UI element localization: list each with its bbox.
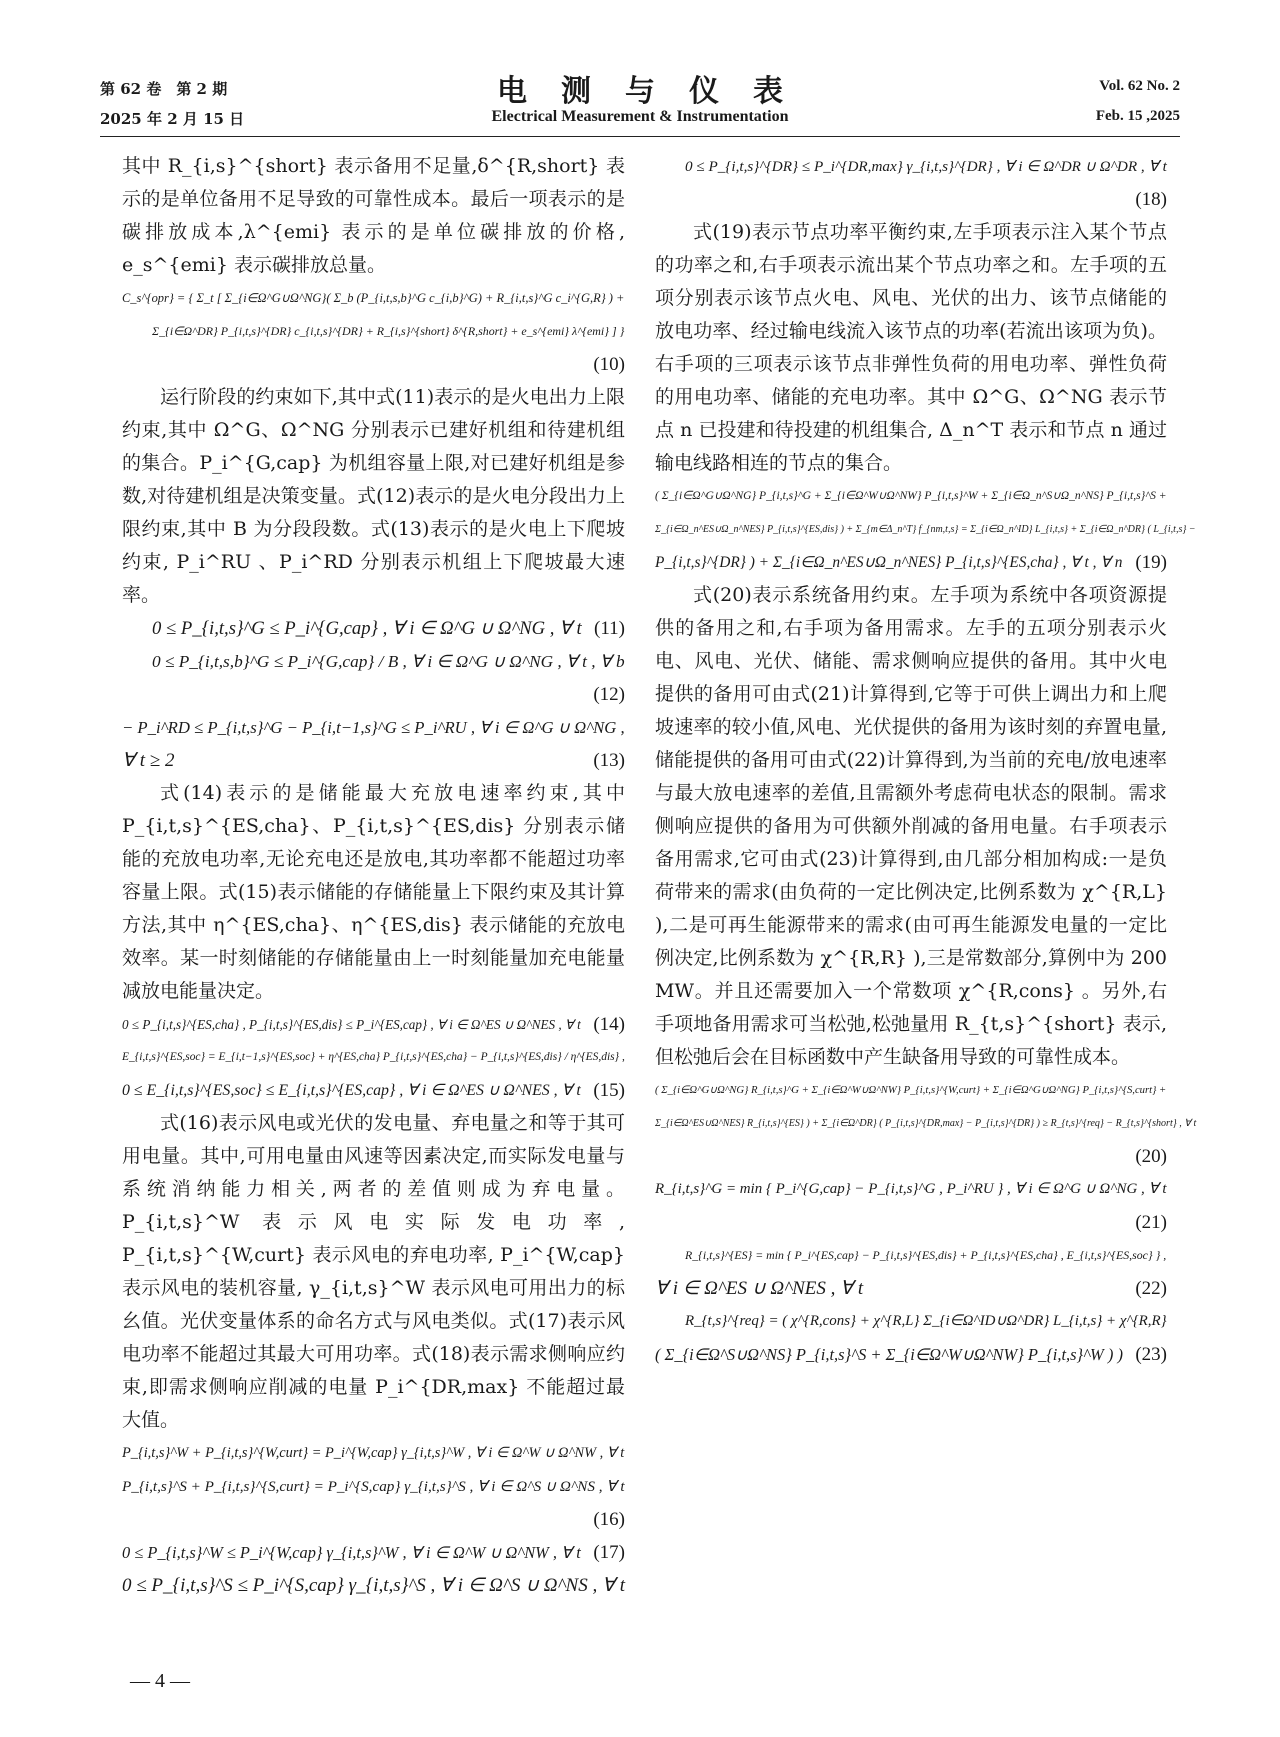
equation-11: 0 ≤ P_{i,t,s}^G ≤ P_i^{G,cap} , ∀ i ∈ Ω^G ∪ Ω^NG , ∀ t (11) <box>152 618 625 639</box>
equation-number: (18) <box>1135 189 1167 210</box>
right-column <box>655 150 1197 1371</box>
equation-21: R_{i,t,s}^G = min { P_i^{G,cap} − P_{i,t,s}^G , P_i^RU } , ∀ i ∈ Ω^G ∪ Ω^NG , ∀ t <box>655 1181 1167 1197</box>
equation-22-line-2: ∀ i ∈ Ω^ES ∪ Ω^NES , ∀ t (22) <box>655 1278 1167 1299</box>
equation-23-line-1: R_{t,s}^{req} = ( χ^{R,cons} + χ^{R,L} Σ_{i∈Ω^ID∪Ω^DR} L_{i,t,s} + χ^{R,R} <box>685 1313 1167 1329</box>
page-header <box>0 0 1280 140</box>
page-number: — 4 — <box>130 1670 190 1692</box>
paragraph: 运行阶段的约束如下,其中式(11)表示的是火电出力上限约束,其中 Ω^G、Ω^NG 分别表示已建好机组和待建机组的集合。P_i^{G,cap} 为机组容量上限,对已建好机组是参数,对待建机组是决策变量。式(12)表示的是火电分段出力上限约束,其中 B 为分段段数。式(13)表示的是火电上下爬坡约束, P_i^RU 、P_i^RD 分别表示机组上下爬坡最大速率。 <box>122 386 625 606</box>
equation-22-line-1: R_{i,t,s}^{ES} = min { P_i^{ES,cap} − P_{i,t,s}^{ES,dis} + P_{i,t,s}^{ES,cha} , E_{i,t,s}^{ES,soc} } , <box>685 1248 1167 1262</box>
paragraph: 其中 R_{i,s}^{short} 表示备用不足量,δ^{R,short} 表示的是单位备用不足导致的可靠性成本。最后一项表示的是碳排放成本,λ^{emi} 表示的是单位碳排放的价格, e_s^{emi} 表示碳排放总量。 <box>122 155 625 276</box>
equation-23-line-2: ( Σ_{i∈Ω^S∪Ω^NS} P_{i,t,s}^S + Σ_{i∈Ω^W∪Ω^NW} P_{i,t,s}^W ) ) (23) <box>655 1344 1167 1365</box>
equation-13-line-2: ∀ t ≥ 2 (13) <box>122 750 625 771</box>
equation-10-line-2: Σ_{i∈Ω^DR} P_{i,t,s}^{DR} c_{i,t,s}^{DR} + R_{i,s}^{short} δ^{R,short} + e_s^{emi} λ^{emi} ] } <box>152 324 625 338</box>
equation-number: (21) <box>1135 1212 1167 1233</box>
equation-number: (10) <box>593 354 625 375</box>
equation-17-line-1: 0 ≤ P_{i,t,s}^W ≤ P_i^{W,cap} γ_{i,t,s}^W , ∀ i ∈ Ω^W ∪ Ω^NW , ∀ t (17) <box>122 1542 625 1563</box>
equation-13-line-1: − P_i^RD ≤ P_{i,t,s}^G − P_{i,t−1,s}^G ≤ P_i^RU , ∀ i ∈ Ω^G ∪ Ω^NG , <box>122 718 625 737</box>
equation-15-line-1: E_{i,t,s}^{ES,soc} = E_{i,t−1,s}^{ES,soc} + η^{ES,cha} P_{i,t,s}^{ES,cha} − P_{i,t,s}^{ES,dis} / η^{ES,dis} , <box>122 1051 625 1063</box>
header-rule <box>100 136 1180 137</box>
paragraph: 式(20)表示系统备用约束。左手项为系统中各项资源提供的备用之和,右手项为备用需求。左手的五项分别表示火电、风电、光伏、储能、需求侧响应提供的备用。其中火电提供的备用可由式(21)计算得到,它等于可供上调出力和上爬坡速率的较小值,风电、光伏提供的备用为该时刻的弃置电量,储能提供的备用可由式(22)计算得到,为当前的充电/放电速率与最大放电速率的差值,且需额外考虑荷电状态的限制。需求侧响应提供的备用为可供额外削减的备用电量。右手项表示备用需求,它可由式(23)计算得到,由几部分相加构成:一是负荷带来的需求(由负荷的一定比例决定,比例系数为 χ^{R,L} ),二是可再生能源带来的需求(由可再生能源发电量的一定比例决定,比例系数为 χ^{R,R} ),三是常数部分,算例中为 200 MW。并且还需要加入一个常数项 χ^{R,cons} 。另外,右手项地备用需求可当松弛,松弛量用 R_{t,s}^{short} 表示,但松弛后会在目标函数中产生缺备用导致的可靠性成本。 <box>655 584 1167 1068</box>
journal-title-cn: 电测与仪表 <box>497 74 817 109</box>
equation-15-line-2: 0 ≤ E_{i,t,s}^{ES,soc} ≤ E_{i,t,s}^{ES,cap} , ∀ i ∈ Ω^ES ∪ Ω^NES , ∀ t (15) <box>122 1080 625 1101</box>
publication-date-cn: 2025 年 2 月 15 日 <box>100 110 245 128</box>
volume-issue-en: Vol. 62 No. 2 <box>1099 78 1180 94</box>
equation-19-line-2: Σ_{i∈Ω_n^ES∪Ω_n^NES} P_{i,t,s}^{ES,dis} ) + Σ_{m∈Δ_n^T} f_{nm,t,s} = Σ_{i∈Ω_n^ID} L_{i,t,s} + Σ_{i∈Ω_n^DR} ( L_{i,t,s} − <box>655 524 1196 535</box>
paragraph: 式(14)表示的是储能最大充放电速率约束,其中 P_{i,t,s}^{ES,cha}、P_{i,t,s}^{ES,dis} 分别表示储能的充放电功率,无论充电还是放电,其功率都不能超过功率容量上限。式(15)表示储能的存储能量上下限约束及其计算方法,其中 η^{ES,cha}、η^{ES,dis} 表示储能的充放电效率。某一时刻储能的存储能量由上一时刻能量加充电能量减放电能量决定。 <box>122 782 625 1002</box>
paragraph: 式(19)表示节点功率平衡约束,左手项表示注入某个节点的功率之和,右手项表示流出某个节点功率之和。左手项的五项分别表示该节点火电、风电、光伏的出力、该节点储能的放电功率、经过输电线流入该节点的功率(若流出该项为负)。右手项的三项表示该节点非弹性负荷的用电功率、弹性负荷的用电功率、储能的充电功率。其中 Ω^G、Ω^NG 表示节点 n 已投建和待投建的机组集合, Δ_n^T 表示和节点 n 通过输电线路相连的节点的集合。 <box>655 221 1167 474</box>
equation-19-line-1: ( Σ_{i∈Ω^G∪Ω^NG} P_{i,t,s}^G + Σ_{i∈Ω^W∪Ω^NW} P_{i,t,s}^W + Σ_{i∈Ω_n^S∪Ω_n^NS} P_{i,t,s}^S + <box>655 490 1167 502</box>
equation-20-line-1: ( Σ_{i∈Ω^G∪Ω^NG} R_{i,t,s}^G + Σ_{i∈Ω^W∪Ω^NW} P_{i,t,s}^{W,curt} + Σ_{i∈Ω^G∪Ω^NG} P_{i,t,s}^{S,curt} + <box>655 1085 1167 1096</box>
equation-14: 0 ≤ P_{i,t,s}^{ES,cha} , P_{i,t,s}^{ES,dis} ≤ P_i^{ES,cap} , ∀ i ∈ Ω^ES ∪ Ω^NES , ∀ t (14) <box>122 1014 625 1035</box>
equation-18: 0 ≤ P_{i,t,s}^{DR} ≤ P_i^{DR,max} γ_{i,t,s}^{DR} , ∀ i ∈ Ω^DR ∪ Ω^DR , ∀ t <box>685 158 1167 175</box>
paragraph: 式(16)表示风电或光伏的发电量、弃电量之和等于其可用电量。其中,可用电量由风速等因素决定,而实际发电量与系统消纳能力相关,两者的差值则成为弃电量。P_{i,t,s}^W 表示风电实际发电功率, P_{i,t,s}^{W,curt} 表示风电的弃电功率, P_i^{W,cap} 表示风电的装机容量, γ_{i,t,s}^W 表示风电可用出力的标幺值。光伏变量体系的命名方式与风电类似。式(17)表示风电功率不能超过其最大可用功率。式(18)表示需求侧响应约束,即需求侧响应削减的电量 P_i^{DR,max} 不能超过最大值。 <box>122 1112 625 1431</box>
equation-number: (12) <box>593 684 625 705</box>
journal-title-en: Electrical Measurement & Instrumentation <box>491 108 789 125</box>
equation-20-line-2: Σ_{i∈Ω^ES∪Ω^NES} R_{i,t,s}^{ES} ) + Σ_{i∈Ω^DR} ( P_{i,t,s}^{DR,max} − P_{i,t,s}^{DR} ) ≥ R_{t,s}^{req} − R_{t,s}^{short} , ∀ t <box>655 1118 1197 1129</box>
equation-number: (20) <box>1135 1146 1167 1167</box>
left-column <box>122 150 625 1602</box>
publication-date-en: Feb. 15 ,2025 <box>1095 108 1180 124</box>
equation-12: 0 ≤ P_{i,t,s,b}^G ≤ P_i^{G,cap} / B , ∀ i ∈ Ω^G ∪ Ω^NG , ∀ t , ∀ b <box>152 652 625 671</box>
equation-10-line-1: C_s^{opr} = { Σ_t [ Σ_{i∈Ω^G∪Ω^NG}( Σ_b (P_{i,t,s,b}^G c_{i,b}^G) + R_{i,t,s}^G c_i^{G,R} ) + <box>122 291 625 305</box>
equation-number: (16) <box>593 1509 625 1530</box>
equation-19-line-3: P_{i,t,s}^{DR} ) + Σ_{i∈Ω_n^ES∪Ω_n^NES} P_{i,t,s}^{ES,cha} , ∀ t , ∀ n (19) <box>655 552 1167 573</box>
volume-issue: 第 62 卷 第 2 期 <box>100 80 228 98</box>
equation-17-line-2: 0 ≤ P_{i,t,s}^S ≤ P_i^{S,cap} γ_{i,t,s}^S , ∀ i ∈ Ω^S ∪ Ω^NS , ∀ t <box>122 1575 625 1596</box>
equation-16-line-1: P_{i,t,s}^W + P_{i,t,s}^{W,curt} = P_i^{W,cap} γ_{i,t,s}^W , ∀ i ∈ Ω^W ∪ Ω^NW , ∀ t <box>122 1445 625 1461</box>
equation-16-line-2: P_{i,t,s}^S + P_{i,t,s}^{S,curt} = P_i^{S,cap} γ_{i,t,s}^S , ∀ i ∈ Ω^S ∪ Ω^NS , ∀ t <box>122 1478 625 1495</box>
